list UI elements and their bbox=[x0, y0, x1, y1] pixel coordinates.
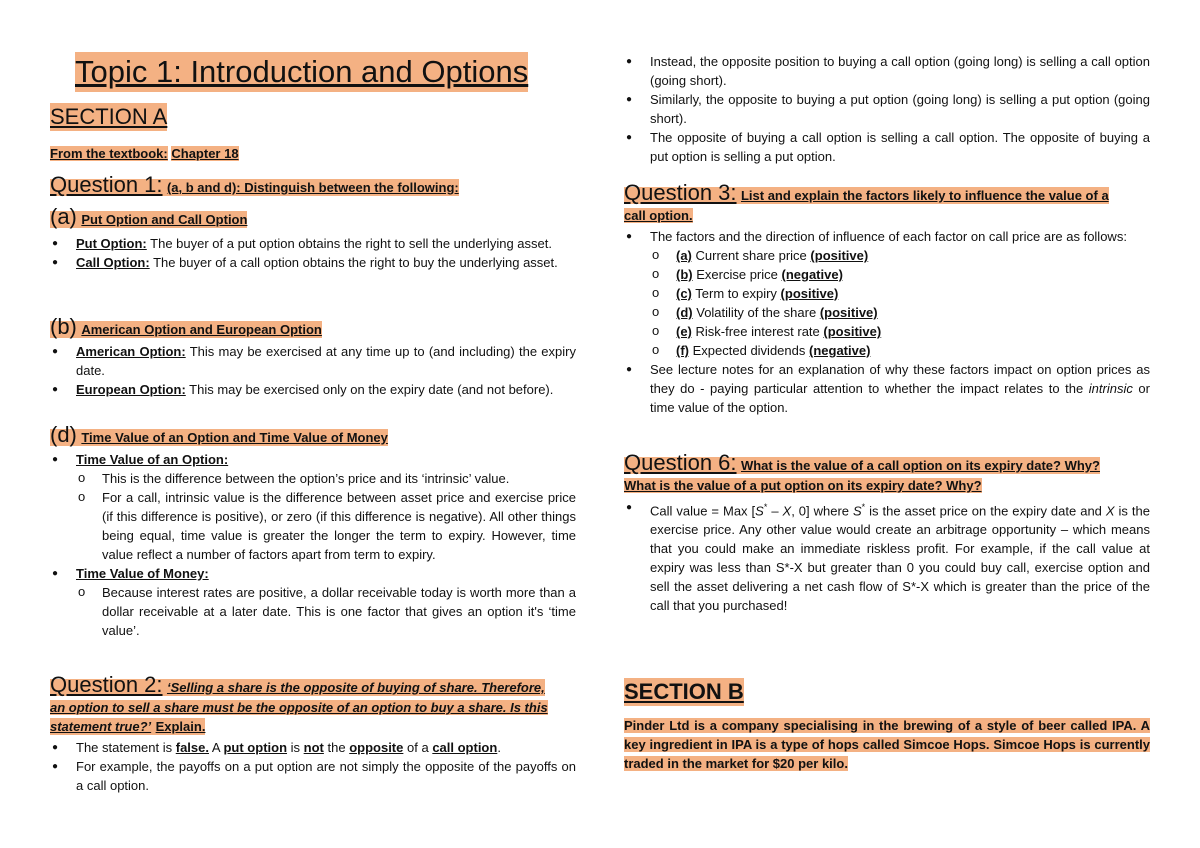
q1a-heading bbox=[50, 204, 576, 230]
question-3-sub-2: call option. bbox=[624, 208, 693, 223]
list-item: ● Similarly, the opposite to buying a put option (going long) is selling a put option (going short). bbox=[624, 90, 1150, 128]
factor-item: o (c) Term to expiry (positive) bbox=[650, 284, 1150, 303]
q1b-list bbox=[50, 342, 576, 399]
call-option-text: The buyer of a call option obtains the right to buy the underlying asset. bbox=[153, 255, 558, 270]
q1a-title: Put Option and Call Option bbox=[81, 212, 248, 227]
list-item bbox=[50, 342, 576, 380]
put-option-term: Put Option: bbox=[76, 236, 147, 251]
q1d-tag: (d) bbox=[50, 422, 77, 447]
time-value-money-term: Time Value of Money: bbox=[76, 566, 209, 581]
list-item bbox=[50, 380, 576, 399]
section-b-text: Pinder Ltd is a company specialising in the brewing of a style of beer called IPA. A key ingredient in IPA is a type of hops called Simcoe Hops. Simcoe Hops is currently traded in the market for $20 per kilo. bbox=[624, 718, 1150, 771]
section-a-heading: SECTION A bbox=[50, 104, 168, 129]
q1b-tag: (b) bbox=[50, 314, 77, 339]
question-1-sub: (a, b and d): Distinguish between the following: bbox=[166, 180, 459, 195]
q1d-list bbox=[50, 450, 576, 640]
list-item bbox=[50, 450, 576, 564]
factor-item: o (f) Expected dividends (negative) bbox=[650, 341, 1150, 360]
list-item: o For a call, intrinsic value is the difference between asset price and exercise price (if this difference is positive), or zero (if this difference is negative). All other things being equal, time value is greater the longer the term to expiry. However, time value reflect a number of factors apart from term to expiry. bbox=[76, 488, 576, 564]
list-item: ● Instead, the opposite position to buying a call option (going long) is selling a call option (going short). bbox=[624, 52, 1150, 90]
question-2-explain: Explain. bbox=[155, 719, 206, 734]
list-item: ● For example, the payoffs on a put option are not simply the opposite of the payoffs on a call option. bbox=[50, 757, 576, 795]
put-option-text: The buyer of a put option obtains the right to sell the underlying asset. bbox=[150, 236, 552, 251]
question-2-quote-1: ‘Selling a share is the opposite of buying of share. Therefore, bbox=[166, 680, 545, 695]
textbook-prefix: From the textbook: bbox=[50, 146, 168, 161]
list-item: ● The opposite of buying a call option is selling a call option. The opposite of buying a put option is selling a put option. bbox=[624, 128, 1150, 166]
american-option-term: American Option: bbox=[76, 344, 186, 359]
question-2-heading bbox=[50, 672, 576, 736]
question-3-label: Question 3: bbox=[624, 180, 737, 205]
q1d-heading bbox=[50, 422, 576, 448]
list-item: ● Call value = Max [S* – X, 0] where S* is the asset price on the expiry date and X is the exercise price. Any other value would create an arbitrage opportunity – which means that you could make an immediate riskless profit. For example, if the call value at expiry was less than S*-X but greater than 0 you could buy call, exercise option and sell the asset delivering a net cash flow of S*-X which is greater than the price of the call that you purchased! bbox=[624, 498, 1150, 615]
factor-item: o (a) Current share price (positive) bbox=[650, 246, 1150, 265]
section-b-heading: SECTION B bbox=[624, 679, 744, 704]
q1b-heading bbox=[50, 314, 576, 340]
european-option-term: European Option: bbox=[76, 382, 186, 397]
factor-item: o (e) Risk-free interest rate (positive) bbox=[650, 322, 1150, 341]
american-option-text: This may be exercised at any time up to (and including) the expiry date. bbox=[76, 344, 576, 378]
question-3-sub-1: List and explain the factors likely to influence the value of a bbox=[740, 188, 1109, 203]
time-value-option-term: Time Value of an Option: bbox=[76, 452, 229, 467]
q1d-title: Time Value of an Option and Time Value of Money bbox=[81, 430, 388, 445]
list-item bbox=[50, 253, 576, 272]
list-item: o Because interest rates are positive, a dollar receivable today is worth more than a dollar receivable at a later date. This is one factor that gives an option it's ‘time value’. bbox=[76, 583, 576, 640]
q2-list bbox=[50, 738, 576, 795]
factor-item: o (d) Volatility of the share (positive) bbox=[650, 303, 1150, 322]
list-item bbox=[50, 564, 576, 640]
question-2-quote-2: an option to sell a share must be the opposite of an option to buy a share. Is this bbox=[50, 700, 548, 715]
q3-intro: The factors and the direction of influence of each factor on call price are as follows: bbox=[650, 229, 1127, 244]
question-6-sub-1: What is the value of a call option on its expiry date? Why? bbox=[740, 458, 1100, 473]
list-item bbox=[624, 227, 1150, 360]
call-option-term: Call Option: bbox=[76, 255, 150, 270]
question-1-label: Question 1: bbox=[50, 172, 163, 197]
page-title: Topic 1: Introduction and Options bbox=[75, 52, 528, 92]
question-2-quote-3: statement true?’ bbox=[50, 719, 152, 734]
factor-item: o (b) Exercise price (negative) bbox=[650, 265, 1150, 284]
list-item: ● See lecture notes for an explanation of why these factors impact on option prices as they do - paying particular attention to whether the impact relates to the intrinsic or time value of the option. bbox=[624, 360, 1150, 417]
q1a-tag: (a) bbox=[50, 204, 77, 229]
textbook-chapter: Chapter 18 bbox=[171, 146, 239, 161]
q3-list bbox=[624, 227, 1150, 417]
factor-list bbox=[650, 246, 1150, 360]
q1b-title: American Option and European Option bbox=[81, 322, 322, 337]
question-1-heading bbox=[50, 172, 576, 198]
textbook-reference bbox=[50, 145, 239, 163]
european-option-text: This may be exercised only on the expiry date (and not before). bbox=[189, 382, 554, 397]
question-2-label: Question 2: bbox=[50, 672, 163, 697]
list-item bbox=[50, 234, 576, 253]
q6-list bbox=[624, 498, 1150, 615]
list-item: o This is the difference between the option’s price and its ‘intrinsic’ value. bbox=[76, 469, 576, 488]
list-item: ● The statement is false. A put option is not the opposite of a call option. bbox=[50, 738, 576, 757]
question-6-sub-2: What is the value of a put option on its expiry date? Why? bbox=[624, 478, 982, 493]
q2-continued-list bbox=[624, 52, 1150, 166]
question-6-heading bbox=[624, 450, 1150, 495]
q1a-list bbox=[50, 234, 576, 272]
question-3-heading bbox=[624, 180, 1150, 225]
question-6-label: Question 6: bbox=[624, 450, 737, 475]
